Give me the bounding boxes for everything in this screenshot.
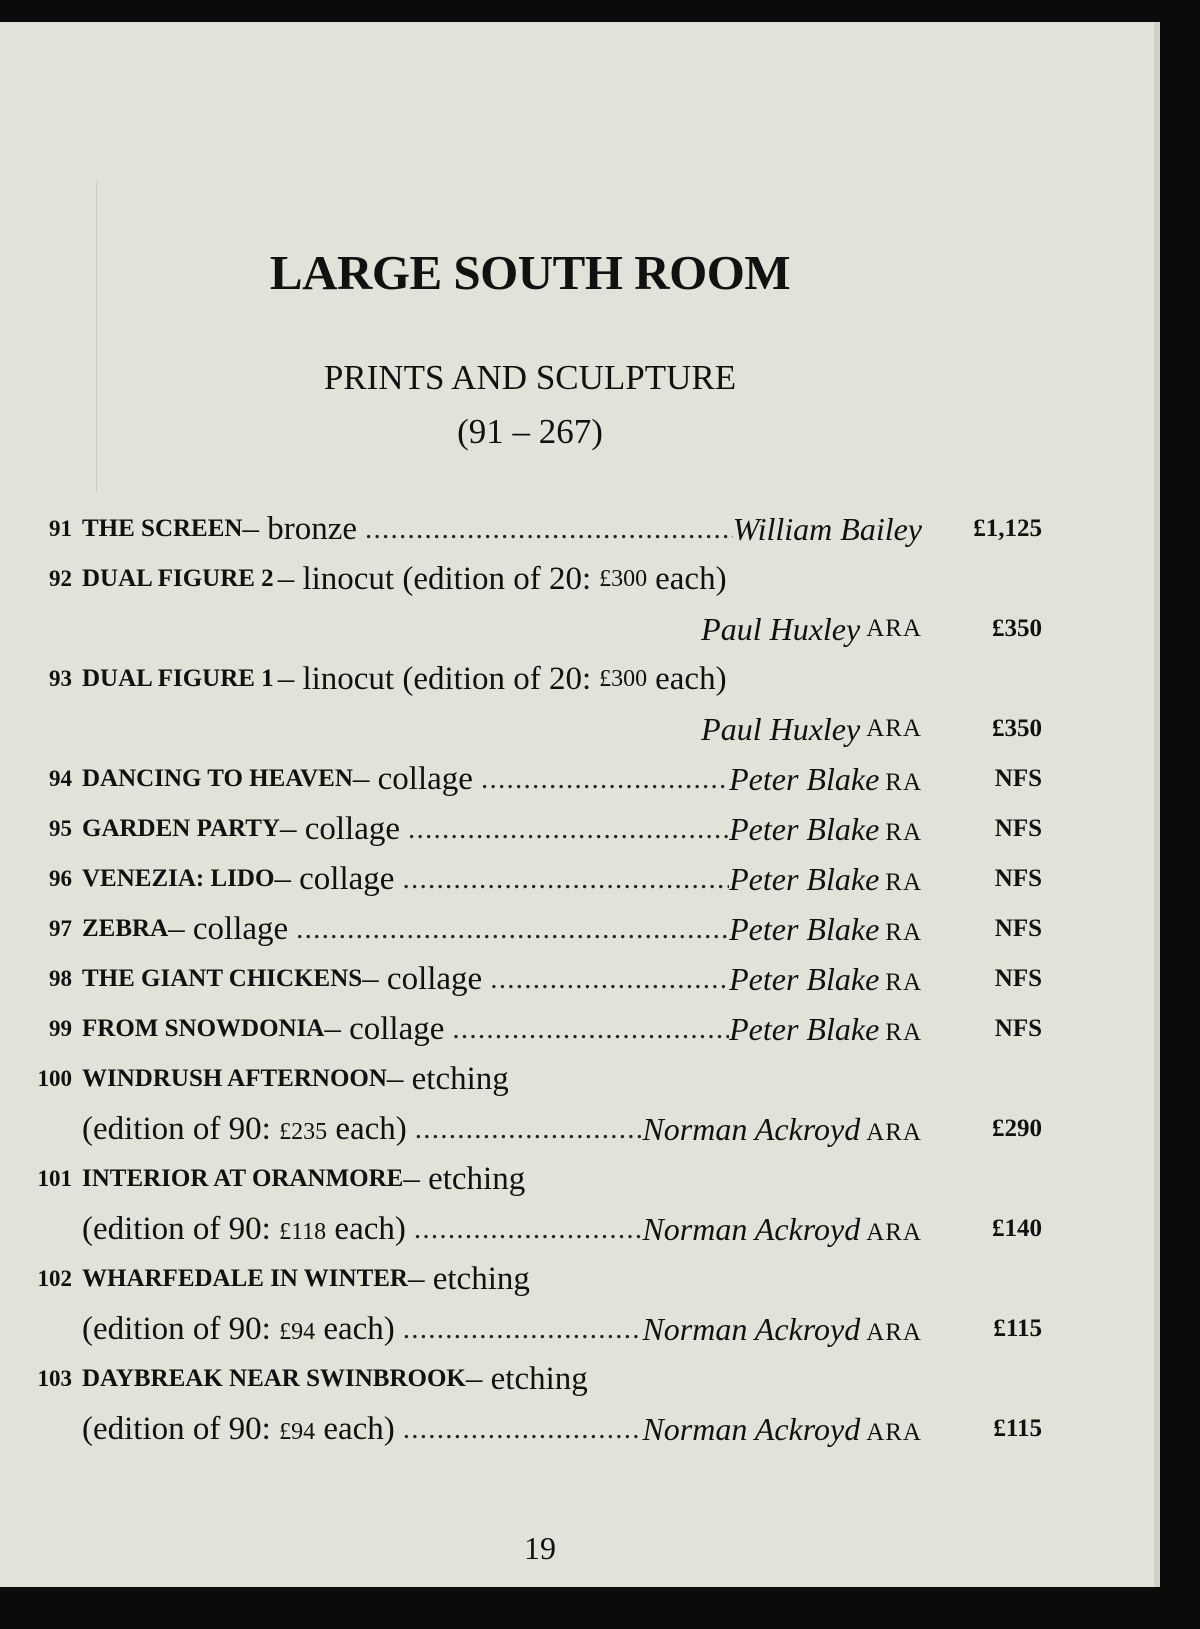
entry-medium: – collage [274,861,395,897]
entry-artist-title: RA [885,769,922,796]
entry-artist: Norman Ackroyd [642,1311,861,1347]
entry-number: 92 [49,566,72,591]
entry-artist: Paul Huxley [701,611,861,647]
entry-price: £115 [993,1315,1042,1342]
entry-artist-title: ARA [866,615,922,642]
entry-price: £350 [992,615,1042,642]
catalogue-entry-93 [32,654,1042,704]
entry-price: NFS [994,865,1042,892]
entry-edition-tail: each) [655,561,727,597]
leader-dots [288,904,729,954]
entry-price: NFS [994,815,1042,842]
entry-artist-title: ARA [866,1219,922,1246]
entry-edition-tail: each) [335,1111,407,1147]
catalogue-entry-96 [32,854,1042,904]
entry-medium: – collage [362,961,483,997]
page-number: 19 [524,1530,556,1566]
leader-dots [406,1204,643,1254]
entry-price: £290 [992,1115,1042,1142]
entry-edition-head: (edition of 90: [82,1311,271,1347]
entry-medium: – etching [386,1061,509,1097]
catalogue-entry-97 [32,904,1042,954]
entry-edition-tail: each) [655,661,727,697]
entry-title: DUAL FIGURE 1 [82,665,274,692]
entry-medium: – etching [403,1161,526,1197]
entry-medium: – etching [465,1361,588,1397]
entry-title: DANCING TO HEAVEN [82,765,353,792]
entry-artist-title: RA [885,819,922,846]
entry-title: THE SCREEN [82,515,243,542]
entry-artist-title: RA [885,1019,922,1046]
entry-price: NFS [994,965,1042,992]
entry-number: 100 [37,1066,72,1091]
entry-price: NFS [994,915,1042,942]
catalogue-entry-94 [32,754,1042,804]
entry-number: 93 [49,666,72,691]
section-subtitle: PRINTS AND SCULPTURE [323,358,737,397]
entry-title: THE GIANT CHICKENS [82,965,363,992]
entry-artist: Peter Blake [729,1011,880,1047]
entry-price: NFS [994,1015,1042,1042]
entry-title: FROM SNOWDONIA [82,1015,325,1042]
entry-artist-title: ARA [866,715,922,742]
entry-edition-head: (edition of 90: [82,1411,271,1447]
entry-price: £115 [993,1415,1042,1442]
catalogue-entry-102 [32,1254,1042,1304]
leader-dots [473,754,729,804]
catalogue-entry-100 [32,1054,1042,1104]
catalogue-entry-100-edition-line [32,1104,1042,1154]
entry-edition-price: £94 [279,1419,316,1445]
entry-medium: – linocut (edition of 20: [277,561,592,597]
catalogue-entry-98 [32,954,1042,1004]
leader-dots [357,504,733,554]
entry-price: £140 [992,1215,1042,1242]
entry-medium: – etching [407,1261,530,1297]
entry-edition-head: (edition of 90: [82,1111,271,1147]
entry-artist-title: RA [885,869,922,896]
catalogue-entries [32,504,1042,1454]
catalogue-range: (91 – 267) [457,412,603,451]
catalogue-entry-92 [32,554,1042,604]
catalogue-entry-103-edition-line [32,1404,1042,1454]
entry-artist-title: RA [885,969,922,996]
entry-artist-title: RA [885,919,922,946]
entry-number: 95 [49,816,72,841]
leader-dots [444,1004,729,1054]
catalogue-entry-102-edition-line [32,1304,1042,1354]
entry-edition-price: £300 [599,566,648,592]
leader-dots [407,1104,643,1154]
page-title: LARGE SOUTH ROOM [269,245,791,300]
entry-price: £1,125 [973,515,1042,542]
entry-artist: Paul Huxley [701,711,861,747]
entry-edition-tail: each) [323,1311,395,1347]
entry-number: 99 [49,1016,72,1041]
entry-edition-tail: each) [323,1411,395,1447]
leader-dots [394,854,729,904]
entry-edition-price: £235 [279,1119,328,1145]
entry-medium: – bronze [242,511,358,547]
catalogue-entry-99 [32,1004,1042,1054]
entry-number: 91 [49,516,72,541]
entry-title: VENEZIA: LIDO [82,865,275,892]
entry-medium: – collage [352,761,473,797]
entry-artist-title: ARA [866,1419,922,1446]
entry-price: NFS [994,765,1042,792]
entry-edition-tail: each) [334,1211,406,1247]
catalogue-entry-101 [32,1154,1042,1204]
leader-dots [395,1304,643,1354]
entry-title: DUAL FIGURE 2 [82,565,274,592]
entry-medium: – collage [168,911,289,947]
entry-artist: William Bailey [732,511,922,547]
entry-title: GARDEN PARTY [82,815,280,842]
entry-title: DAYBREAK NEAR SWINBROOK [82,1365,466,1392]
entry-artist: Peter Blake [729,961,880,997]
entry-number: 98 [49,966,72,991]
entry-medium: – collage [324,1011,445,1047]
catalogue-entry-91 [32,504,1042,554]
entry-title: ZEBRA [82,915,169,942]
leader-dots [400,804,729,854]
entry-artist: Peter Blake [729,911,880,947]
entry-edition-price: £118 [279,1219,327,1245]
entry-edition-price: £94 [279,1319,316,1345]
entry-artist: Norman Ackroyd [642,1111,861,1147]
entry-price: £350 [992,715,1042,742]
leader-dots [395,1404,643,1454]
entry-artist: Norman Ackroyd [642,1411,861,1447]
entry-title: WINDRUSH AFTERNOON [82,1065,387,1092]
entry-number: 103 [37,1366,72,1391]
catalogue-entry-103 [32,1354,1042,1404]
catalogue-entry-92-artist-line [32,604,1042,654]
entry-medium: – linocut (edition of 20: [277,661,592,697]
entry-number: 101 [37,1166,72,1191]
entry-number: 97 [49,916,72,941]
catalogue-page [0,22,1160,1587]
page-edge [1154,22,1160,1587]
entry-artist: Peter Blake [729,861,880,897]
entry-artist: Peter Blake [729,811,880,847]
entry-medium: – collage [279,811,400,847]
entry-artist-title: ARA [866,1319,922,1346]
entry-edition-head: (edition of 90: [82,1211,271,1247]
entry-number: 102 [37,1266,72,1291]
entry-title: WHARFEDALE IN WINTER [82,1265,408,1292]
entry-number: 94 [49,766,72,791]
catalogue-entry-95 [32,804,1042,854]
entry-number: 96 [49,866,72,891]
leader-dots [482,954,729,1004]
entry-artist-title: ARA [866,1119,922,1146]
entry-artist: Norman Ackroyd [642,1211,861,1247]
catalogue-entry-101-edition-line [32,1204,1042,1254]
catalogue-entry-93-artist-line [32,704,1042,754]
entry-title: INTERIOR AT ORANMORE [82,1165,404,1192]
entry-edition-price: £300 [599,666,648,692]
entry-artist: Peter Blake [729,761,880,797]
